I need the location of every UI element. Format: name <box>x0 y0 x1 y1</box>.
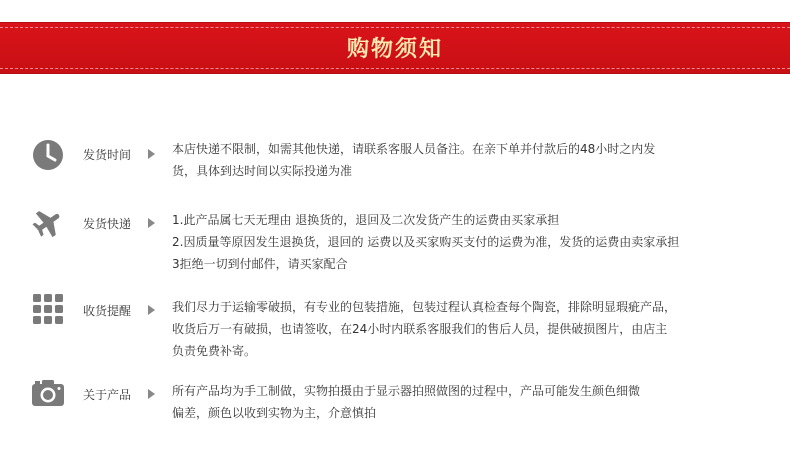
section-label: 关于产品 <box>83 388 132 402</box>
content-line: 3拒绝一切到付邮件，请买家配合 <box>172 257 348 271</box>
arrow-icon <box>148 305 155 315</box>
content-line: 所有产品均为手工制做，实物拍摄由于显示器拍照做图的过程中，产品可能发生颜色细微 <box>172 384 641 398</box>
arrow-icon <box>148 218 155 228</box>
section-label: 发货时间 <box>83 148 132 162</box>
grid-icon <box>31 292 65 326</box>
section-content <box>172 138 742 182</box>
clock-icon <box>31 138 65 172</box>
content-line: 2.因质量等原因发生退换货，退回的 运费以及买家购买支付的运费为准，发货的运费由卖家承担 <box>172 235 680 249</box>
title-banner <box>0 22 790 74</box>
camera-icon <box>31 376 65 410</box>
section-label: 发货快递 <box>83 217 132 231</box>
page-title: 购物须知 <box>346 37 443 62</box>
content-line: 偏差，颜色以收到实物为主，介意慎拍 <box>172 406 377 420</box>
content-line: 收货后万一有破损，也请签收，在24小时内联系客服我们的售后人员，提供破损图片，由店主 <box>172 322 668 336</box>
airplane-icon <box>31 205 65 239</box>
content-line: 我们尽力于运输零破损，有专业的包装措施，包装过程认真检查每个陶瓷，排除明显瑕疵产品， <box>172 300 677 314</box>
section-label: 收货提醒 <box>83 304 132 318</box>
section-content <box>172 380 742 424</box>
content-line: 1.此产品属七天无理由 退换货的，退回及二次发货产生的运费由买家承担 <box>172 213 560 227</box>
content-line: 负责免费补寄。 <box>172 344 257 358</box>
section-content <box>172 209 742 275</box>
content-line: 货，具体到达时间以实际投递为准 <box>172 164 353 178</box>
arrow-icon <box>148 149 155 159</box>
content-line: 本店快递不限制，如需其他快递，请联系客服人员备注。在亲下单并付款后的48小时之内发 <box>172 142 656 156</box>
arrow-icon <box>148 389 155 399</box>
section-content <box>172 296 742 362</box>
